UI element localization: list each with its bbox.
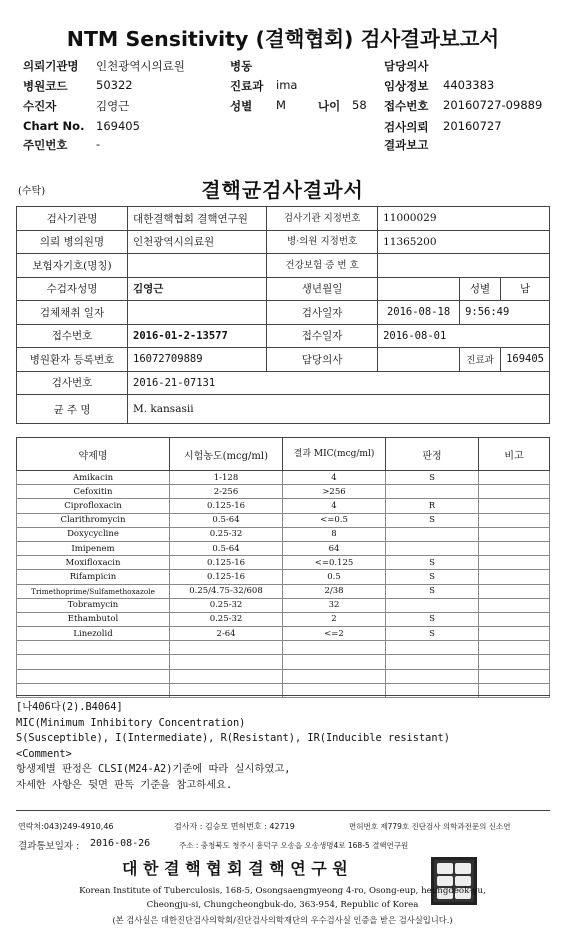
recv-label: 접수번호 — [17, 324, 128, 348]
birth-label: 생년월일 — [267, 277, 378, 301]
drug-interp — [386, 541, 479, 555]
ins-no-label: 건강보험 증 번 호 — [267, 254, 378, 278]
drug-note — [479, 612, 550, 626]
drug-name: Cefoxitin — [17, 485, 170, 499]
field-value: 20160727 — [443, 119, 502, 133]
drug-mic: 2 — [283, 612, 386, 626]
field-value: M — [276, 98, 286, 112]
drug-note — [479, 485, 550, 499]
drug-name: Trimethoprime/Sulfamethoxazole — [17, 584, 170, 598]
field-value: 20160727-09889 — [443, 98, 543, 112]
report-date: 2016-08-26 — [90, 838, 151, 849]
field-label: 접수번호 — [384, 99, 429, 113]
field-value: 김영근 — [96, 99, 130, 113]
table-row — [17, 598, 550, 612]
drug-mic: <=0.125 — [283, 556, 386, 570]
comment-line: S(Susceptible), I(Intermediate), R(Resistant), IR(Inducible resistant) — [16, 732, 450, 744]
contact-label: 연락처 — [18, 822, 42, 831]
examiner: 검사자 : 김승모 면허번호 : 42719 — [174, 822, 295, 831]
drug-mic: 64 — [283, 541, 386, 555]
drug-interp: S — [386, 584, 479, 598]
comment-block — [16, 700, 450, 793]
official-seal — [431, 857, 477, 905]
field-label: Chart No. — [23, 119, 85, 133]
drug-mic: >256 — [283, 485, 386, 499]
drug-col-header: 약제명 — [17, 438, 170, 471]
recv-date-label: 접수일자 — [267, 324, 378, 348]
field-value: 인천광역시의료원 — [96, 59, 185, 73]
drug-name: Rifampicin — [17, 570, 170, 584]
address-en-1: Korean Institute of Tuberculosis, 168-5, Osongsaengmyeong 4-ro, Osong-eup, heungdeok-gu, — [79, 886, 486, 896]
comment-line: 항생제별 판정은 CLSI(M24-A2)기준에 따라 실시하였고, — [16, 763, 291, 775]
drug-range: 0.5-64 — [170, 541, 283, 555]
info-table — [16, 206, 550, 424]
drug-mic: 4 — [283, 471, 386, 485]
drug-interp: R — [386, 499, 479, 513]
drug-name: Ethambutol — [17, 612, 170, 626]
drug-note — [479, 627, 550, 641]
drug-interp: S — [386, 513, 479, 527]
drug-mic: 0.5 — [283, 570, 386, 584]
drug-name: Moxifloxacin — [17, 556, 170, 570]
recv-value: 2016-01-2-13577 — [128, 324, 267, 348]
drug-range: 0.125-16 — [170, 499, 283, 513]
dept-label: 진료과 — [460, 348, 501, 372]
report-title: NTM Sensitivity (결핵협회) 검사결과보고서 — [66, 27, 500, 51]
drug-note — [479, 499, 550, 513]
species-value: M. kansasii — [128, 395, 550, 424]
org-no-value: 11000029 — [378, 207, 550, 231]
drug-range: 2-64 — [170, 627, 283, 641]
drug-note — [479, 471, 550, 485]
table-row — [17, 612, 550, 626]
table-row — [17, 499, 550, 513]
comment-line: <Comment> — [16, 747, 72, 760]
collect-label: 검체채취 일자 — [17, 301, 128, 325]
org-label: 검사기관명 — [17, 207, 128, 231]
license: 면허번호 제779호 진단검사 의학과전문의 신소연 — [349, 822, 511, 831]
ins-no-value — [378, 254, 550, 278]
contact — [18, 821, 114, 832]
field-value: ima — [276, 78, 298, 92]
field-label: 성별 — [230, 99, 253, 113]
field-label: 결과보고 — [384, 138, 429, 152]
drug-mic: <=0.5 — [283, 513, 386, 527]
org-no-label: 검사기관 지정번호 — [267, 207, 378, 231]
consign-tag: (수탁) — [18, 186, 46, 197]
drug-name: Ciprofloxacin — [17, 499, 170, 513]
drug-range: 0.25-32 — [170, 527, 283, 541]
drug-interp: S — [386, 627, 479, 641]
report-date-label: 결과통보일자 : — [18, 841, 80, 852]
comment-line: [나406다(2).B4064] — [16, 701, 123, 713]
drug-range: 0.125-16 — [170, 556, 283, 570]
collect-value — [128, 301, 267, 325]
note-col-header: 비고 — [479, 438, 550, 471]
field-label: 검사의뢰 — [384, 120, 429, 134]
drug-interp: S — [386, 556, 479, 570]
field-label: 주민번호 — [23, 138, 68, 152]
address: 주소 : 충청북도 청주시 흥덕구 오송읍 오송생명4로 168-5 결핵연구원 — [179, 841, 409, 850]
table-row — [17, 556, 550, 570]
drug-mic: 32 — [283, 598, 386, 612]
name-label: 수검자성명 — [17, 277, 128, 301]
drug-name: Tobramycin — [17, 598, 170, 612]
mic-col-header: 결과 MIC(mcg/ml) — [283, 438, 386, 471]
hosp-label: 의뢰 병의원명 — [17, 230, 128, 254]
drug-range: 2-256 — [170, 485, 283, 499]
dept-value: 169405 — [501, 348, 550, 372]
drug-interp: S — [386, 471, 479, 485]
org-value: 대한결핵협회 결핵연구원 — [128, 207, 267, 231]
recv-date-value: 2016-08-01 — [378, 324, 550, 348]
drug-name: Doxycycline — [17, 527, 170, 541]
drug-mic: 4 — [283, 499, 386, 513]
drug-interp — [386, 598, 479, 612]
drug-name: Clarithromycin — [17, 513, 170, 527]
drug-table — [16, 437, 550, 698]
birth-value — [378, 277, 460, 301]
table-row — [17, 513, 550, 527]
name-value: 김영근 — [128, 277, 267, 301]
address-en-2: Cheongju-si, Chungcheongbuk-do, 363-954, Republic of Korea — [146, 900, 419, 910]
drug-mic: <=2 — [283, 627, 386, 641]
drug-range: 0.25-32 — [170, 612, 283, 626]
scan-title: 결핵균검사결과서 — [201, 178, 364, 202]
table-row — [17, 570, 550, 584]
field-label: 진료과 — [230, 79, 264, 93]
table-row — [17, 541, 550, 555]
drug-range: 0.25/4.75-32/608 — [170, 584, 283, 598]
drug-note — [479, 541, 550, 555]
field-label: 수진자 — [23, 99, 57, 113]
hosp-no-label: 병·의원 지정번호 — [267, 230, 378, 254]
empty-row — [17, 669, 550, 683]
testno-label: 검사번호 — [17, 371, 128, 395]
test-date-value: 2016-08-18 — [378, 301, 460, 325]
field-value: 4403383 — [443, 78, 495, 92]
drug-note — [479, 570, 550, 584]
drug-name: Linezolid — [17, 627, 170, 641]
drug-mic: 8 — [283, 527, 386, 541]
doctor-label: 담당의사 — [267, 348, 378, 372]
drug-range: 1-128 — [170, 471, 283, 485]
field-label: 의뢰기관명 — [23, 59, 79, 73]
drug-interp: S — [386, 612, 479, 626]
reg-value: 16072709889 — [128, 348, 267, 372]
field-label: 병동 — [230, 59, 253, 73]
contact-value: :043)249-4910,46 — [41, 822, 114, 831]
divider — [16, 810, 550, 811]
divider — [16, 695, 550, 696]
field-label: 임상정보 — [384, 79, 429, 93]
sex-value: 남 — [501, 277, 550, 301]
reg-label: 병원환자 등록번호 — [17, 348, 128, 372]
drug-note — [479, 556, 550, 570]
certification: (본 검사실은 대한진단검사의학회/진단검사의학재단의 우수검사실 인증을 받은 검사실입니다.) — [112, 915, 453, 925]
drug-note — [479, 598, 550, 612]
table-row — [17, 485, 550, 499]
comment-line: MIC(Minimum Inhibitory Concentration) — [16, 716, 246, 729]
field-value: 169405 — [96, 119, 140, 133]
empty-row — [17, 641, 550, 655]
drug-interp — [386, 527, 479, 541]
species-label: 균 주 명 — [17, 395, 128, 424]
field-value: 50322 — [96, 78, 133, 92]
drug-mic: 2/38 — [283, 584, 386, 598]
drug-range: 0.125-16 — [170, 570, 283, 584]
test-date-label: 검사일자 — [267, 301, 378, 325]
hosp-value: 인천광역시의료원 — [128, 230, 267, 254]
drug-name: Amikacin — [17, 471, 170, 485]
institute-name: 대 한 결 핵 협 회 결 핵 연 구 원 — [122, 859, 348, 878]
drug-name: Imipenem — [17, 541, 170, 555]
interp-col-header: 판정 — [386, 438, 479, 471]
hosp-no-value: 11365200 — [378, 230, 550, 254]
empty-row — [17, 655, 550, 669]
drug-note — [479, 584, 550, 598]
drug-interp — [386, 485, 479, 499]
field-value: - — [96, 137, 101, 151]
table-row — [17, 527, 550, 541]
field-value: 58 — [352, 98, 367, 112]
sex-label: 성별 — [460, 277, 501, 301]
scanned-report — [12, 168, 553, 938]
field-label: 나이 — [318, 99, 341, 113]
testno-value: 2016-21-07131 — [128, 371, 550, 395]
field-label: 병원코드 — [23, 79, 68, 93]
range-col-header: 시험농도(mcg/ml) — [170, 438, 283, 471]
ins-label: 보험자기호(명칭) — [17, 254, 128, 278]
drug-note — [479, 527, 550, 541]
table-row — [17, 627, 550, 641]
doctor-value — [378, 348, 460, 372]
comment-line: 자세한 사항은 뒷면 판독 기준을 참고하세요. — [16, 778, 233, 791]
field-label: 담당의사 — [384, 59, 429, 73]
drug-note — [479, 513, 550, 527]
table-row — [17, 471, 550, 485]
test-time-value: 9:56:49 — [460, 301, 550, 325]
drug-range: 0.5-64 — [170, 513, 283, 527]
ins-value — [128, 254, 267, 278]
drug-interp: S — [386, 570, 479, 584]
table-row — [17, 584, 550, 598]
drug-range: 0.25-32 — [170, 598, 283, 612]
